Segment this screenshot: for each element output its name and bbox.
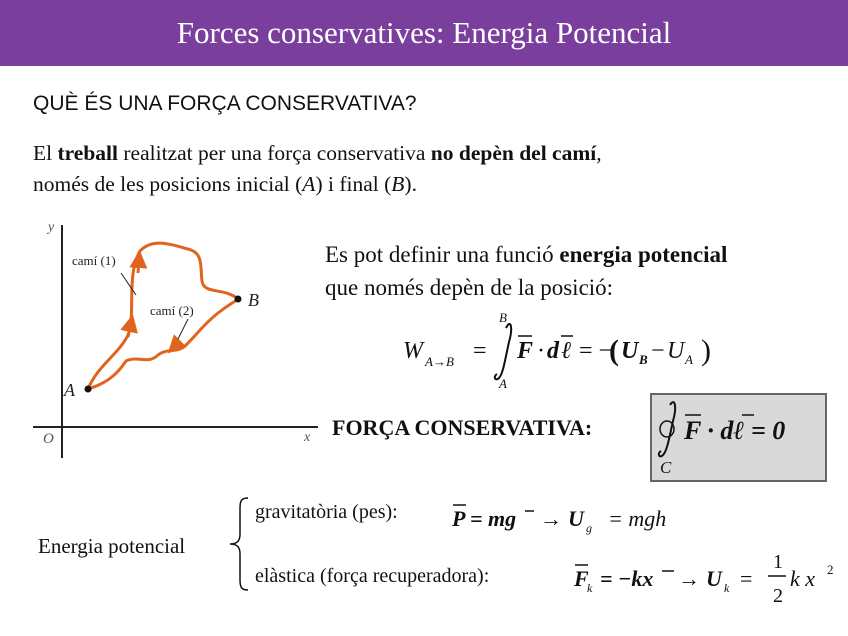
contour-label: C [660,458,672,477]
closed-equation-text: F · dℓ = 0 [684,416,786,445]
potential-UA-sub: A [685,352,693,367]
point-b [235,296,242,303]
elastic-equation [570,540,840,614]
fraction-denominator: 2 [773,585,783,607]
conservative-force-label: FORÇA CONSERVATIVA: [332,415,593,440]
closed-integral-equation [652,395,825,480]
work-symbol: W [403,338,423,364]
point-b-label: B [248,290,259,310]
elas-mid: = −kx [600,566,654,591]
conservative-equation-box [650,393,827,482]
elas-arrow: → [678,566,700,591]
point-a [85,386,92,393]
keyword-no-depen: no depèn del camí [430,141,597,165]
y-axis-label: y [48,220,55,235]
grav-rhs: = mgh [608,506,667,531]
elas-exponent: 2 [827,562,834,577]
potential-line-1: Es pot definir una funció energia potencial [325,242,728,267]
potential-UA: U [667,338,685,364]
elas-U-sub: k [724,581,730,595]
work-equation [395,308,755,390]
potential-UB: U [621,338,639,364]
elas-equals: = [740,566,753,591]
path-diagram [28,215,328,465]
closed-integral-sign [659,402,675,456]
elas-tail: k x [790,566,816,591]
ell-vector: ℓ [561,338,571,364]
grav-U-sub: g [586,521,592,535]
keyword-treball: treball [57,141,118,165]
point-a-label: A [64,380,75,400]
grav-arrow: → [540,506,562,531]
minus-sign: − [651,338,665,364]
elas-F: F [574,566,589,591]
left-brace [228,496,250,592]
equals-sign: = [473,338,487,364]
x-axis-label: x [304,430,311,445]
elas-F-sub: k [587,581,593,595]
path-1-arrow-2 [138,259,139,273]
slide-header [0,0,848,66]
work-subscript: A→B [425,354,454,369]
integral-lower-limit: A [499,376,507,390]
path-2-leader [178,319,188,339]
integral-upper-limit: B [499,310,507,325]
potential-energy-label: Energia potencial [38,534,186,558]
potential-definition [325,238,825,304]
rhs-equals-minus: = − [579,338,613,364]
slide-title: Forces conservatives: Energia Potencial [176,15,672,50]
grav-P: P [452,506,466,531]
path-1-arrow-1 [128,323,131,337]
intro-line-2: només de les posicions inicial (A) i final (B). [33,172,417,196]
differential-d: d [547,338,559,364]
potential-line-2: que només depèn de la posició: [325,275,614,300]
intro-line-1: El treball realitzat per una força conservativa no depèn del camí, [33,141,602,165]
grav-mg: = mg [470,506,517,531]
section-title: QUÈ ÉS UNA FORÇA CONSERVATIVA? [33,92,417,115]
path-2-label: camí (2) [150,303,194,318]
gravitational-label: gravitatòria (pes): [255,501,398,523]
grav-U: U [568,506,584,531]
origin-label: O [43,431,54,447]
integral-sign [495,324,511,379]
intro-paragraph [33,138,813,200]
elas-U: U [706,566,722,591]
fraction-numerator: 1 [773,551,783,573]
path-2-arrow [174,341,180,347]
elastic-label: elàstica (força recuperadora): [255,565,490,587]
left-paren: ( [609,334,619,367]
potential-UB-sub: B [639,352,648,367]
force-vector: F [517,338,534,364]
path-1-label: camí (1) [72,253,116,268]
keyword-energia-potencial: energia potencial [559,242,728,267]
dot-operator: · [537,338,545,364]
right-paren: ) [701,334,711,367]
gravitational-equation [448,496,698,536]
